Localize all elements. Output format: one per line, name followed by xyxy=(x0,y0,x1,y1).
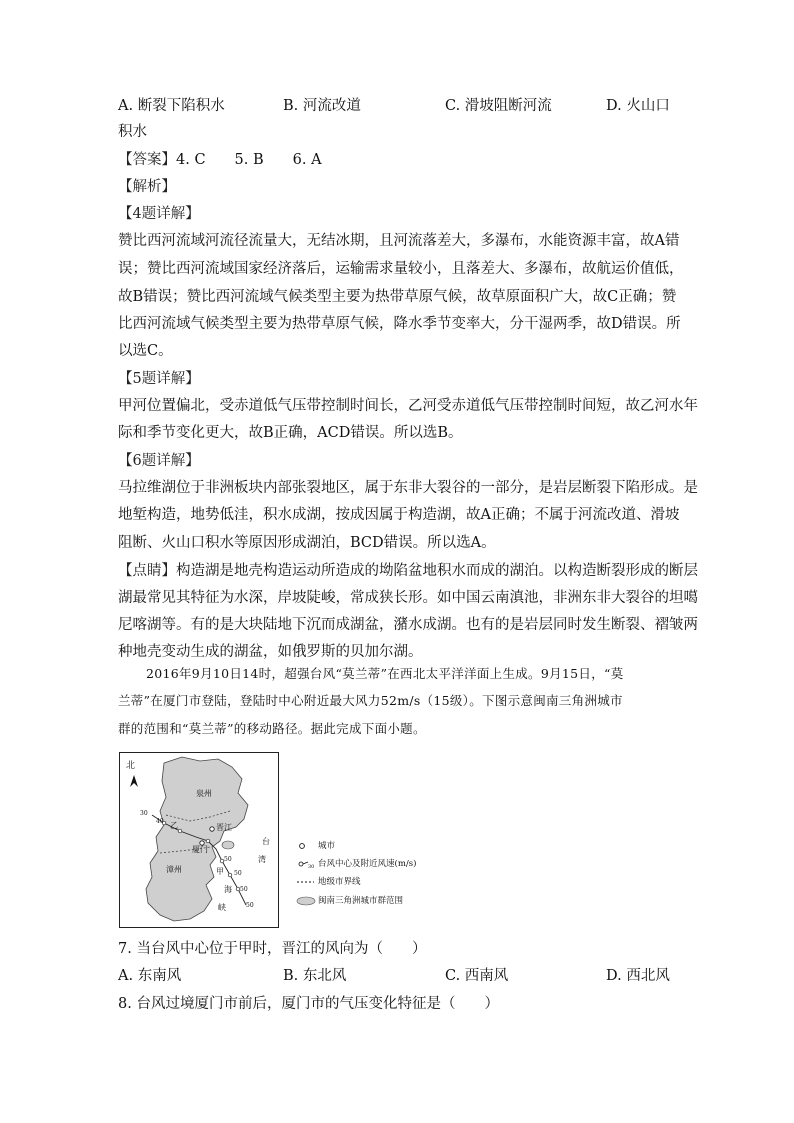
wind-label: 50 xyxy=(240,886,248,893)
q7-option-b: B. 东北风 xyxy=(283,968,347,984)
boundary-icon xyxy=(296,876,318,888)
north-label: 北 xyxy=(126,761,136,771)
place-jinjiang: 晋江 xyxy=(216,823,232,832)
intro-line: 2016年9月10日14时，超强台风“莫兰蒂”在西北太平洋洋面上生成。9月15日，“莫 xyxy=(146,666,624,681)
place-jia: 甲 xyxy=(216,867,224,876)
q5-title: 【5题详解】 xyxy=(118,371,200,387)
q7-option-d: D. 西北风 xyxy=(606,968,670,984)
q4-line: 故B错误；赞比西河流域气候类型主要为热带草原气候，故草原面积广大，故C正确；赞 xyxy=(118,289,677,305)
intro-line: 兰蒂”在厦门市登陆，登陆时中心附近最大风力52m/s（15级）。下图示意闽南三角洲城市 xyxy=(118,693,623,708)
svg-text:30: 30 xyxy=(308,864,315,870)
place-hai: 海 xyxy=(224,885,232,894)
wind-label: 50 xyxy=(224,856,232,863)
place-xiamen: 厦门 xyxy=(192,845,208,854)
option-c: C. 滑坡阻断河流 xyxy=(445,98,552,114)
city-dot xyxy=(210,827,214,831)
land-region xyxy=(146,757,248,921)
wind-label: 40 xyxy=(156,818,164,825)
q5-line: 际和季节变化更大，故B正确，ACD错误。所以选B。 xyxy=(118,425,463,441)
q7-stem: 7. 当台风中心位于甲时，晋江的风向为（ ） xyxy=(118,941,427,957)
legend-label: 地级市界线 xyxy=(318,877,361,887)
option-d: D. 火山口 xyxy=(606,98,670,114)
q7-option-a: A. 东南风 xyxy=(118,968,182,984)
q7-option-c: C. 西南风 xyxy=(445,968,509,984)
typhoon-point xyxy=(178,829,182,833)
legend-label: 闽南三角洲城市群范围 xyxy=(318,896,404,906)
q6-line: 马拉维湖位于非洲板块内部张裂地区，属于东非大裂谷的一部分，是岩层断裂下陷形成。是 xyxy=(118,480,698,496)
legend-item-boundary xyxy=(296,874,456,890)
q8-stem: 8. 台风过境厦门市前后，厦门市的气压变化特征是（ ） xyxy=(118,996,499,1012)
tip-line: 湖最常见其特征为水深，岸坡陡峻，常成狭长形。如中国云南滇池，非洲东非大裂谷的坦噶 xyxy=(118,590,698,606)
map-figure xyxy=(119,752,279,928)
place-zhangzhou: 漳州 xyxy=(166,865,182,874)
q4-title: 【4题详解】 xyxy=(118,206,200,222)
tip-line-first xyxy=(118,561,698,581)
legend-item-city xyxy=(296,838,456,854)
city-icon xyxy=(296,840,318,852)
wind-label: 50 xyxy=(234,870,242,877)
q5-line: 甲河位置偏北，受赤道低气压带控制时间长，乙河受赤道低气压带控制时间短，故乙河水年 xyxy=(118,398,698,414)
q4-line: 误；赞比西河流域国家经济落后，运输需求量较小，且落差大、多瀑布，故航运价值低， xyxy=(118,261,684,277)
wind-label: 50 xyxy=(246,902,254,909)
legend-label: 台风中心及附近风速(m/s) xyxy=(318,859,417,869)
q4-line: 以选C。 xyxy=(118,343,173,359)
option-a: A. 断裂下陷积水 xyxy=(118,98,225,114)
legend-label: 城市 xyxy=(318,841,336,851)
place-yi: 乙 xyxy=(170,821,178,830)
q6-line: 地堑构造，地势低洼，积水成湖，按成因属于构造湖，故A正确；不属于河流改道、滑坡 xyxy=(118,507,680,523)
answer-text: 4. C 5. B 6. A xyxy=(176,152,322,168)
place-tai: 台 xyxy=(262,837,270,846)
legend-item-region xyxy=(296,893,456,909)
region-icon xyxy=(296,895,318,907)
legend-item-typhoon xyxy=(296,856,456,872)
tip-line: 种地壳变动生成的湖盆，如俄罗斯的贝加尔湖。 xyxy=(118,644,423,660)
answer-tag: 【答案】 xyxy=(118,152,176,168)
place-quanzhou: 泉州 xyxy=(196,789,212,798)
map-legend xyxy=(296,838,456,918)
island xyxy=(222,841,234,849)
answer-line xyxy=(118,150,322,170)
place-xia: 峡 xyxy=(218,903,226,912)
q6-line: 阻断、火山口积水等原因形成湖泊，BCD错误。所以选A。 xyxy=(118,535,496,551)
q4-line: 赞比西河流域河流径流量大，无结冰期，且河流落差大，多瀑布，水能资源丰富，故A错 xyxy=(118,233,680,249)
intro-line: 群的范围和“莫兰蒂”的移动路径。据此完成下面小题。 xyxy=(118,721,426,736)
q6-title: 【6题详解】 xyxy=(118,453,200,469)
tip-line: 尼喀湖等。有的是大块陆地下沉而成湖盆，潴水成湖。也有的是岩层同时发生断裂、褶皱两 xyxy=(118,617,698,633)
typhoon-icon xyxy=(296,858,318,870)
analysis-tag: 【解析】 xyxy=(118,179,176,195)
option-d-wrap: 积水 xyxy=(118,124,147,140)
typhoon-point xyxy=(228,873,232,877)
north-arrow-icon xyxy=(130,775,138,787)
typhoon-point xyxy=(206,839,210,843)
map-svg xyxy=(120,753,278,927)
tip-text: 构造湖是地壳构造运动所造成的坳陷盆地积水而成的湖泊。以构造断裂形成的断层 xyxy=(176,563,698,579)
q4-line: 比西河流域气候类型主要为热带草原气候，降水季节变率大，分干湿两季，故D错误。所 xyxy=(118,316,681,332)
place-wan: 湾 xyxy=(258,855,266,864)
tip-tag: 【点睛】 xyxy=(118,563,176,579)
wind-label: 30 xyxy=(140,810,148,817)
option-b: B. 河流改道 xyxy=(283,98,361,114)
